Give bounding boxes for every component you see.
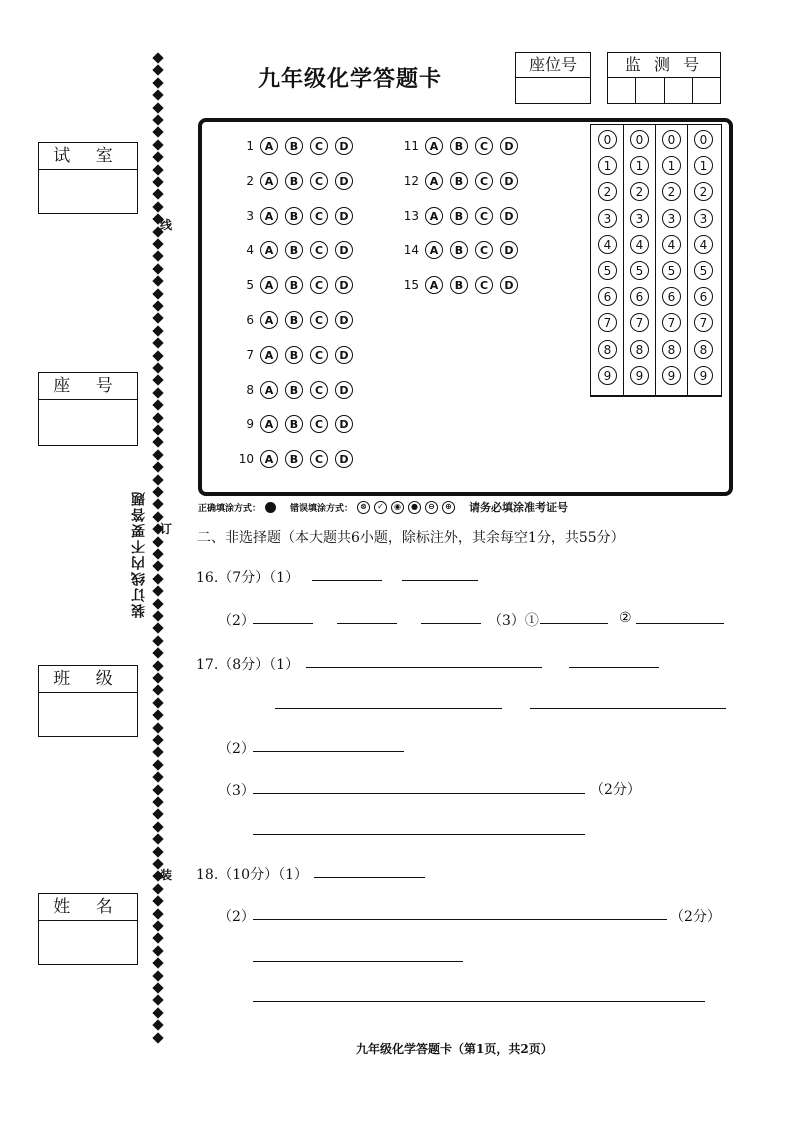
binding-diamond [152,945,163,956]
q17-blank-3a[interactable] [253,793,585,794]
question-number: 7 [246,347,254,362]
id-digit-bubble[interactable]: 4 [662,235,681,254]
id-digit-bubble[interactable]: 8 [598,340,617,359]
id-digit-bubble[interactable]: 6 [598,287,617,306]
binding-diamond [152,437,163,448]
answer-bubble-c[interactable]: C [310,207,328,225]
binding-diamond [152,821,163,832]
binding-diamond [152,139,163,150]
binding-diamond [152,65,163,76]
class-field[interactable] [39,693,137,736]
id-digit-bubble[interactable]: 9 [662,366,681,385]
binding-diamond [152,734,163,745]
answer-bubble-c[interactable]: C [310,346,328,364]
exam-id-grid [590,124,722,397]
q16-blank-3a[interactable] [540,623,608,624]
test-number-label: 监 测 号 [608,53,720,78]
q16-blank-2c[interactable] [421,623,481,624]
id-digit-bubble[interactable]: 3 [662,209,681,228]
answer-bubble-d[interactable]: D [500,276,518,294]
binding-diamond [152,710,163,721]
answer-bubble-c[interactable]: C [475,276,493,294]
binding-diamond [152,400,163,411]
id-digit-bubble[interactable]: 3 [630,209,649,228]
question-number: 4 [246,243,254,258]
answer-bubble-d[interactable]: D [500,172,518,190]
answer-bubble-a[interactable]: A [260,137,278,155]
answer-bubble-b[interactable]: B [285,311,303,329]
binding-diamond [152,561,163,572]
mcq-question-row [397,276,525,294]
q16-label: 16.（7分）（1） [196,570,300,586]
binding-diamond [152,834,163,845]
binding-char-ding: 订 [160,522,173,536]
id-digit-bubble[interactable]: 1 [662,156,681,175]
binding-diamond [152,772,163,783]
binding-diamond [152,548,163,559]
wrong-fill-examples [357,501,459,514]
answer-bubble-b[interactable]: B [285,450,303,468]
id-digit-bubble[interactable]: 4 [598,235,617,254]
question-number: 14 [403,243,419,258]
binding-diamond [152,424,163,435]
binding-diamond [152,462,163,473]
binding-diamond [152,920,163,931]
binding-diamond [152,722,163,733]
binding-diamond [152,598,163,609]
question-number: 13 [403,208,419,223]
mcq-question-row [232,172,360,190]
class-label: 班 级 [39,666,137,693]
wrong-fill-example-icon: ✓ [374,501,387,514]
id-digit-bubble[interactable]: 5 [598,261,617,280]
answer-bubble-d[interactable]: D [500,137,518,155]
mcq-question-row [232,276,360,294]
binding-diamond [152,486,163,497]
mcq-question-row [232,311,360,329]
seat-number-label: 座位号 [516,53,590,78]
name-box [38,893,138,965]
mcq-question-row [232,241,360,259]
q17-blank-3b[interactable] [253,834,585,835]
binding-diamond [152,1020,163,1031]
binding-diamond [152,995,163,1006]
answer-bubble-b[interactable]: B [450,241,468,259]
answer-bubble-d[interactable]: D [335,207,353,225]
answer-bubble-d[interactable]: D [335,415,353,433]
binding-diamond [152,387,163,398]
page-footer: 九年级化学答题卡（第1页，共2页） [356,1042,553,1056]
answer-bubble-d[interactable]: D [335,381,353,399]
binding-diamond [152,883,163,894]
q17-blank-1a[interactable] [306,667,542,668]
binding-diamond [152,152,163,163]
answer-bubble-b[interactable]: B [285,276,303,294]
answer-bubble-d[interactable]: D [500,207,518,225]
wrong-fill-example-icon: ⊕ [442,501,455,514]
q16-blank-1a[interactable] [312,580,382,581]
id-digit-bubble[interactable]: 7 [694,313,713,332]
answer-bubble-c[interactable]: C [310,311,328,329]
q16-part3-label: （3）① [488,613,539,629]
binding-diamond [152,1007,163,1018]
answer-bubble-c[interactable]: C [475,207,493,225]
id-digit-bubble[interactable]: 7 [662,313,681,332]
binding-diamond [152,499,163,510]
answer-bubble-c[interactable]: C [310,415,328,433]
section-heading: 二、非选择题（本大题共6小题，除标注外，其余每空1分，共55分） [197,530,625,546]
id-digit-bubble[interactable]: 0 [630,130,649,149]
id-digit-column [593,125,624,395]
correct-fill-icon [265,502,276,513]
question-number: 8 [246,382,254,397]
answer-bubble-a[interactable]: A [425,276,443,294]
question-number: 9 [246,417,254,432]
binding-diamond [152,127,163,138]
answer-bubble-a[interactable]: A [260,241,278,259]
answer-bubble-b[interactable]: B [285,381,303,399]
question-number: 5 [246,278,254,293]
id-digit-bubble[interactable]: 0 [694,130,713,149]
id-digit-bubble[interactable]: 6 [662,287,681,306]
answer-bubble-c[interactable]: C [310,381,328,399]
answer-bubble-a[interactable]: A [260,415,278,433]
question-number: 1 [246,139,254,153]
id-digit-bubble[interactable]: 1 [694,156,713,175]
test-number-cell[interactable] [665,78,693,103]
question-number: 10 [238,452,254,467]
id-digit-bubble[interactable]: 1 [598,156,617,175]
id-digit-bubble[interactable]: 5 [630,261,649,280]
test-number-box [607,52,721,104]
binding-diamond [152,375,163,386]
id-digit-bubble[interactable]: 8 [662,340,681,359]
id-digit-bubble[interactable]: 0 [598,130,617,149]
exam-room-label: 试 室 [39,143,137,170]
binding-diamond [152,412,163,423]
binding-diamond [152,238,163,249]
answer-bubble-c[interactable]: C [475,172,493,190]
binding-diamond [152,536,163,547]
question-number: 6 [246,313,254,327]
binding-line [151,54,167,1054]
q16-blank-3b[interactable] [636,623,724,624]
answer-bubble-c[interactable]: C [310,276,328,294]
binding-diamond [152,846,163,857]
binding-diamond [152,623,163,634]
binding-diamond [152,325,163,336]
answer-bubble-a[interactable]: A [260,172,278,190]
answer-bubble-a[interactable]: A [260,311,278,329]
q17-blank-2[interactable] [253,751,404,752]
question-number: 12 [403,173,419,188]
q18-label: 18.（10分）（1） [196,867,308,883]
binding-diamond [152,77,163,88]
binding-diamond [152,52,163,63]
seat-number-field[interactable] [516,78,590,103]
q17-blank-1c[interactable] [275,708,502,709]
binding-diamond [152,189,163,200]
binding-diamond [152,933,163,944]
answer-bubble-d[interactable]: D [500,241,518,259]
binding-diamond [152,288,163,299]
binding-diamond [152,685,163,696]
name-field[interactable] [39,921,137,964]
wrong-fill-example-icon: ⊖ [425,501,438,514]
correct-fill-label: 正确填涂方式： [198,503,262,514]
answer-bubble-c[interactable]: C [310,450,328,468]
binding-warning: 装订线内不要答题 [131,490,147,618]
answer-bubble-a[interactable]: A [260,207,278,225]
answer-bubble-a[interactable]: A [425,207,443,225]
answer-bubble-d[interactable]: D [335,276,353,294]
wrong-fill-example-icon: ⊗ [357,501,370,514]
id-digit-bubble[interactable]: 9 [598,366,617,385]
q17-blank-1d[interactable] [530,708,726,709]
binding-diamond [152,982,163,993]
binding-diamond [152,908,163,919]
answer-bubble-b[interactable]: B [285,346,303,364]
answer-bubble-d[interactable]: D [335,311,353,329]
answer-bubble-d[interactable]: D [335,346,353,364]
q18-part2-label: （2） [218,909,255,925]
binding-diamond [152,300,163,311]
binding-diamond [152,759,163,770]
q18-blank-2c[interactable] [253,1001,705,1002]
test-number-cell[interactable] [608,78,636,103]
q16-blank-2a[interactable] [253,623,313,624]
q18-blank-2b[interactable] [253,961,463,962]
id-digit-bubble[interactable]: 8 [630,340,649,359]
q17-part2-label: （2） [218,741,255,757]
binding-diamond [152,251,163,262]
binding-diamond [152,90,163,101]
binding-diamond [152,276,163,287]
answer-bubble-c[interactable]: C [310,172,328,190]
answer-bubble-a[interactable]: A [425,137,443,155]
test-number-cells [608,78,720,103]
binding-diamond [152,610,163,621]
question-number: 15 [403,278,419,293]
binding-diamond [152,474,163,485]
binding-diamond [152,958,163,969]
id-digit-bubble[interactable]: 6 [630,287,649,306]
fill-note: 请务必填涂准考证号 [469,501,569,514]
wrong-fill-example-icon: ◉ [391,501,404,514]
q16-blank-2b[interactable] [337,623,397,624]
mcq-question-row [397,207,525,225]
binding-diamond [152,201,163,212]
answer-bubble-a[interactable]: A [260,450,278,468]
binding-diamond [152,970,163,981]
answer-bubble-a[interactable]: A [260,276,278,294]
answer-bubble-b[interactable]: B [450,207,468,225]
answer-bubble-d[interactable]: D [335,137,353,155]
q18-points: （2分） [670,909,721,925]
name-label: 姓 名 [39,894,137,921]
binding-diamond [152,449,163,460]
class-box [38,665,138,737]
binding-diamond [152,114,163,125]
mcq-question-row [397,241,525,259]
answer-bubble-d[interactable]: D [335,450,353,468]
answer-bubble-a[interactable]: A [425,172,443,190]
mcq-question-row [397,137,525,155]
id-digit-bubble[interactable]: 5 [694,261,713,280]
binding-diamond [152,586,163,597]
id-digit-bubble[interactable]: 7 [598,313,617,332]
answer-bubble-c[interactable]: C [475,137,493,155]
answer-bubble-b[interactable]: B [450,137,468,155]
q18-blank-2a[interactable] [253,919,667,920]
question-number: 2 [246,173,254,188]
question-number: 11 [403,139,419,153]
id-digit-bubble[interactable]: 9 [630,366,649,385]
answer-bubble-c[interactable]: C [475,241,493,259]
test-number-cell[interactable] [693,78,720,103]
mcq-question-row [232,346,360,364]
id-digit-bubble[interactable]: 6 [694,287,713,306]
q18-blank-1[interactable] [314,877,425,878]
answer-bubble-b[interactable]: B [285,137,303,155]
id-digit-bubble[interactable]: 2 [598,182,617,201]
fill-legend [198,499,568,515]
binding-diamond [152,338,163,349]
id-digit-bubble[interactable]: 0 [662,130,681,149]
q17-label: 17.（8分）（1） [196,657,300,673]
id-digit-column [689,125,719,395]
binding-char-line: 线 [160,218,173,232]
id-digit-column [657,125,688,395]
seat-box [38,372,138,446]
exam-room-box [38,142,138,214]
id-digit-bubble[interactable]: 3 [598,209,617,228]
answer-bubble-b[interactable]: B [450,172,468,190]
seat-label: 座 号 [39,373,137,400]
binding-diamond [152,672,163,683]
wrong-fill-label: 错误填涂方式： [290,503,354,514]
id-digit-bubble[interactable]: 3 [694,209,713,228]
binding-diamond [152,102,163,113]
answer-bubble-b[interactable]: B [285,207,303,225]
q17-points: （2分） [590,782,641,798]
mcq-question-row [232,207,360,225]
answer-bubble-d[interactable]: D [335,172,353,190]
mcq-question-row [232,137,360,155]
id-digit-bubble[interactable]: 8 [694,340,713,359]
binding-diamond [152,809,163,820]
binding-diamond [152,176,163,187]
answer-bubble-b[interactable]: B [285,241,303,259]
id-digit-bubble[interactable]: 1 [630,156,649,175]
mcq-question-row [232,415,360,433]
id-digit-bubble[interactable]: 9 [694,366,713,385]
answer-bubble-d[interactable]: D [335,241,353,259]
binding-diamond [152,313,163,324]
q17-part3-label: （3） [218,783,255,799]
wrong-fill-example-icon: ● [408,501,421,514]
page-title: 九年级化学答题卡 [258,66,443,92]
binding-diamond [152,362,163,373]
id-digit-column [625,125,656,395]
q16-circle2-label: ② [619,610,632,626]
binding-diamond [152,660,163,671]
id-digit-bubble[interactable]: 7 [630,313,649,332]
id-digit-bubble[interactable]: 2 [630,182,649,201]
id-digit-bubble[interactable]: 4 [630,235,649,254]
answer-bubble-c[interactable]: C [310,241,328,259]
binding-diamond [152,648,163,659]
id-digit-bubble[interactable]: 2 [662,182,681,201]
seat-number-box [515,52,591,104]
answer-bubble-c[interactable]: C [310,137,328,155]
answer-bubble-a[interactable]: A [260,346,278,364]
answer-bubble-a[interactable]: A [260,381,278,399]
binding-diamond [152,697,163,708]
id-digit-bubble[interactable]: 2 [694,182,713,201]
binding-diamond [152,635,163,646]
answer-bubble-a[interactable]: A [425,241,443,259]
id-digit-bubble[interactable]: 4 [694,235,713,254]
answer-bubble-b[interactable]: B [450,276,468,294]
q17-blank-1b[interactable] [569,667,659,668]
binding-diamond [152,263,163,274]
binding-diamond [152,896,163,907]
binding-char-zhuang: 装 [160,868,173,882]
binding-diamond [152,796,163,807]
binding-diamond [152,350,163,361]
binding-diamond [152,747,163,758]
mcq-question-row [232,381,360,399]
binding-diamond [152,784,163,795]
mcq-question-row [397,172,525,190]
binding-diamond [152,1032,163,1043]
seat-field[interactable] [39,400,137,445]
test-number-cell[interactable] [636,78,664,103]
mcq-question-row [232,450,360,468]
answer-bubble-b[interactable]: B [285,415,303,433]
binding-diamond [152,573,163,584]
question-number: 3 [246,208,254,223]
answer-bubble-b[interactable]: B [285,172,303,190]
id-digit-bubble[interactable]: 5 [662,261,681,280]
q16-part2-label: （2） [218,613,255,629]
binding-diamond [152,164,163,175]
q16-blank-1b[interactable] [402,580,478,581]
exam-room-field[interactable] [39,170,137,213]
